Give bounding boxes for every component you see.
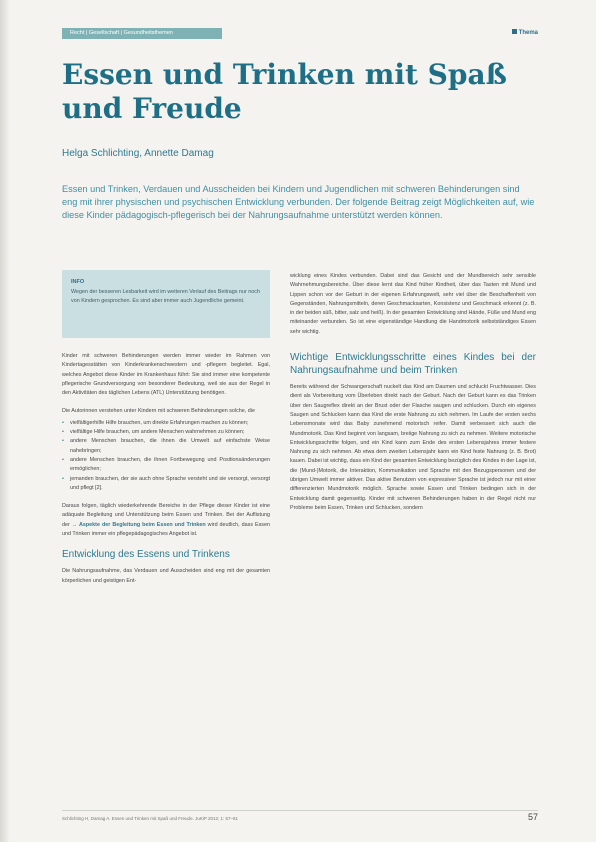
p3-end: wird deutlich, dass Essen und Trinken immer ein pflegepädagogisches Angebot ist.: [62, 521, 270, 538]
authors: Helga Schlichting, Annette Damag: [62, 148, 214, 159]
list-item: • vielfältigerhilfe Hilfe brauchen, um direkte Erfahrungen machen zu können;: [62, 419, 270, 428]
cross-reference-link[interactable]: → Aspekte der Begleitung beim Essen und Trinken: [71, 521, 206, 528]
left-paragraph-3: [62, 502, 270, 539]
criteria-list: [62, 419, 270, 493]
footer-citation: Schlichting H, Damag A. Essen und Trinken mit Spaß und Freude. JuKiP 2012; 1: 57–61: [62, 816, 239, 821]
info-text: Wegen der besseren Lesbarkeit wird im weiteren Verlauf des Beitrags nur noch von Kindern gesprochen. Es sind aber immer auch Jugendliche gemeint.: [71, 289, 260, 304]
list-item: • andere Menschen brauchen, die ihnen Fortbewegung und Positionsänderungen ermöglichen;: [62, 456, 270, 475]
category-bar: Recht | Gesellschaft | Gesundheitsthemen: [62, 28, 222, 39]
list-item: • vielfältige Hilfe brauchen, um andere Menschen wahrnehmen zu können;: [62, 428, 270, 437]
left-paragraph-2: Die Autorinnen verstehen unter Kindern mit schweren Behinderungen solche, die: [62, 408, 255, 415]
footer-divider: [62, 810, 538, 811]
section-heading-steps: Wichtige Entwicklungsschritte eines Kindes bei der Nahrungsaufnahme und beim Trinken: [290, 352, 536, 377]
left-paragraph-1: Kinder mit schweren Behinderungen werden immer wieder im Rahmen von Kindertagesstätten von Kinderkrankenschwestern und -pflegern begleitet. Egal, welches Angebot diese Kinder im Krankenhaus führt: Sie sind immer eine kompetente pflegerische Grundversorgung von besonderer Bedeutung, weil sie aus der Regel in den Aktivitäten des täglichen Lebens (ATL) Unterstützung benötigen.: [62, 353, 270, 397]
section-square-icon: [512, 29, 517, 34]
page-number: 57: [527, 812, 538, 822]
article-title: Essen und Trinken mit Spaß und Freude: [62, 58, 507, 125]
list-item: • jemanden brauchen, der sie auch ohne Sprache versteht und sie versorgt, versorgt und pflegt [2].: [62, 475, 270, 494]
binding-shadow: [0, 0, 10, 842]
left-column: [62, 352, 270, 595]
left-paragraph-4: Die Nahrungsaufnahme, das Verdauen und Ausscheiden sind eng mit der gesamten körperlichen und geistigen Ent-: [62, 568, 270, 584]
section-heading-development: Entwicklung des Essens und Trinkens: [62, 549, 230, 561]
right-column: [290, 272, 536, 522]
abstract: Essen und Trinken, Verdauen und Ausscheiden bei Kindern und Jugendlichen mit schweren Behinderungen sind eng mit ihrer physischen und psychischen Entwicklung verbunden. Der folgende Beitrag zeigt Möglichkeiten auf, wie diese Kinder pädagogisch-pflegerisch bei der Nahrungsaufnahme unterstützt werden können.: [62, 184, 535, 221]
right-paragraph-1: wicklung eines Kindes verbunden. Dabei sind das Gesicht und der Mundbereich sehr sensible Wahrnehmungsbereiche. Über diese lernt das Kind früher Kindheit, über das Tasten mit Mund und Lippen schon vor der Geburt in der eigenen Erfahrungswelt, sehr viel über die Beschaffenheit von Gegenständen, Nahrungsmitteln, deren Geschmacksarten, Konsistenz und Geschmack erkennt (z. B. in der beiden süß, bitter, salz und heiß). In der gesamten Entwicklung sind Hände, Füße und Mund eng miteinander verbunden. So ist eine eigenständige Handlung die Handmotorik selbstständiges Essen sehr wichtig.: [290, 273, 536, 335]
list-item: • andere Menschen brauchen, die ihnen die Umwelt auf einfachste Weise nahebringen;: [62, 437, 270, 456]
section-label: [512, 29, 538, 36]
p3-start: Daraus folgen, täglich wiederkehrende Bereiche in der Pflege dieser Kinder ist eine adäquate Begleitung und Unterstützung beim Essen und Trinken. Bei der Auflistung der: [62, 503, 270, 528]
info-label: INFO: [71, 279, 85, 285]
right-paragraph-2: Bereits während der Schwangerschaft nuckelt das Kind am Daumen und schluckt Fruchtwasser. Dies dient als Vorbereitung vom Überleben direkt nach der Geburt. Nach der Geburt kann es das Trinken über den Saugreflex direkt an der Brust oder der Flasche saugen und schlucken. Durch ein eigenes Saugen und Schlucken kann das Kind die erste Nahrung zu sich nehmen. Im Laufe der ersten sechs Lebensmonate wird das Baby zunehmend motorisch reifer. Damit verbessert sich auch die Mundmotorik. Das Kind beginnt von langsam, breiige Nahrung zu sich zu nehmen. Weitere motorische Entwicklungsschritte folgen, und ein Kind kann zum Ende des ersten Lebensjahres immer festere Nahrung zu sich nehmen. Ab etwa dem zweiten Lebensjahr kann ein Kind feste Nahrung (z. B. Brot) kauen. Dabei ist wichtig, dass ein Kind der gesamten Entwicklung bezüglich des Kindes in der Lage ist, die (Mund-)Motorik, die Interaktion, Kommunikation und Sprache mit den Bezugspersonen und der übrigen Umwelt immer aktiver. Das aktive Benutzen von expressiver Sprache ist jedoch nur mit einer differenzierten Mundmotorik möglich. Sprache sowie Essen und Trinken bedingen sich in der Entwicklung damit gegenseitig. Kinder mit schweren Behinderungen haben in der Regel nicht nur Probleme beim Essen, Trinken und Schlucken, sondern: [290, 384, 537, 511]
info-box: [62, 270, 270, 338]
section-text: Thema: [518, 30, 538, 36]
